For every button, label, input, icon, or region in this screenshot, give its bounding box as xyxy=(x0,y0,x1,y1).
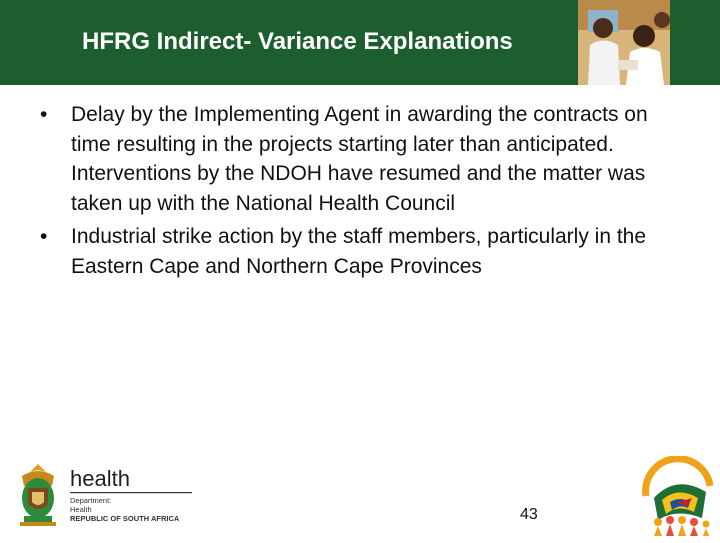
header-photo xyxy=(578,0,670,85)
bullet-marker: • xyxy=(40,103,48,126)
bullet-text: Industrial strike action by the staff members, particularly in the Eastern Cape and Northern Cape Provinces xyxy=(71,225,647,278)
twenty-years-emblem xyxy=(636,456,716,538)
title-banner xyxy=(0,0,720,85)
coat-of-arms-logo xyxy=(10,460,200,530)
bullet-marker: • xyxy=(40,225,48,248)
dept-line-2: Health xyxy=(70,505,92,514)
dept-line-1: Department: xyxy=(70,496,112,505)
anniversary-logo xyxy=(636,456,716,538)
bullet-list xyxy=(40,100,680,285)
children-photo-illustration xyxy=(578,0,670,85)
dept-line-3: REPUBLIC OF SOUTH AFRICA xyxy=(70,514,180,523)
logo-word: health xyxy=(70,466,130,491)
department-logo xyxy=(10,460,200,530)
bullet-item xyxy=(40,222,680,281)
bullet-item xyxy=(40,100,680,218)
slide-title: HFRG Indirect- Variance Explanations xyxy=(82,28,513,55)
page-number: 43 xyxy=(520,506,538,523)
bullet-text: Delay by the Implementing Agent in awarding the contracts on time resulting in the projects starting later than anticipated. Interventions by the NDOH have resumed and the matter was taken up with the National Health Council xyxy=(71,103,648,215)
